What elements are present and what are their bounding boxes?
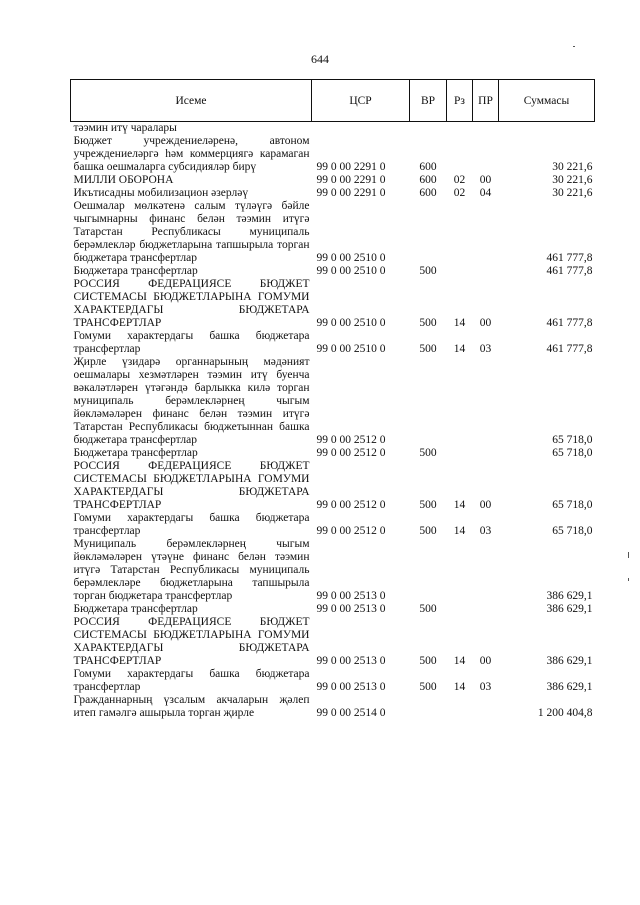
- row-name: Гомуми характердагы башка бюджетара трансфертлар: [73, 512, 310, 537]
- row-rz: 14: [453, 655, 466, 667]
- row-csr-code: 99 0 00 2510 0: [316, 265, 386, 277]
- row-pr: 00: [479, 655, 492, 667]
- table-row: [71, 694, 595, 720]
- row-sum: [499, 122, 595, 136]
- row-name: РОССИЯ ФЕДЕРАЦИЯСЕ БЮДЖЕТ СИСТЕМАСЫ БЮДЖЕТЛАРЫНА ГОМУМИ ХАРАКТЕРДАГЫ БЮДЖЕТАРА ТРАНСФЕРТЛАР: [73, 278, 310, 329]
- row-sum: 30 221,6: [552, 187, 593, 199]
- row-pr: [473, 200, 499, 265]
- table-row: [71, 447, 595, 460]
- row-rz: 14: [453, 525, 466, 537]
- row-pr: [473, 603, 499, 616]
- row-rz: [447, 603, 473, 616]
- table-row: [71, 278, 595, 330]
- row-sum: 386 629,1: [546, 655, 593, 667]
- row-pr: 00: [479, 499, 492, 511]
- row-vr: [410, 200, 447, 265]
- table-row: [71, 356, 595, 447]
- row-pr: 04: [479, 187, 492, 199]
- row-rz: [447, 356, 473, 447]
- row-pr: [473, 356, 499, 447]
- row-csr-code: 99 0 00 2291 0: [316, 174, 386, 186]
- row-csr-code: 99 0 00 2512 0: [316, 447, 386, 459]
- row-sum: 386 629,1: [546, 603, 593, 615]
- row-sum: 30 221,6: [552, 174, 593, 186]
- row-name: МИЛЛИ ОБОРОНА: [73, 174, 174, 186]
- row-name: Бюджетара трансфертлар: [73, 265, 198, 277]
- row-csr-code: 99 0 00 2512 0: [316, 434, 386, 446]
- row-csr-code: 99 0 00 2510 0: [316, 317, 386, 329]
- row-name: Бюджет учреждениеләренә, автоном учреждениеләргә һәм коммерциягә карамаган башка оешмаларга субсидияләр бирү: [73, 135, 310, 173]
- row-sum: 65 718,0: [552, 499, 593, 511]
- table-row: [71, 512, 595, 538]
- row-vr: 500: [419, 655, 437, 667]
- table-row: [71, 616, 595, 668]
- table-row: [71, 135, 595, 174]
- row-name: Гомуми характердагы башка бюджетара трансфертлар: [73, 668, 310, 693]
- row-rz: [447, 694, 473, 720]
- row-csr-code: 99 0 00 2514 0: [316, 707, 386, 719]
- row-rz: [447, 135, 473, 174]
- table-row: [71, 460, 595, 512]
- row-vr: [410, 694, 447, 720]
- row-name: РОССИЯ ФЕДЕРАЦИЯСЕ БЮДЖЕТ СИСТЕМАСЫ БЮДЖЕТЛАРЫНА ГОМУМИ ХАРАКТЕРДАГЫ БЮДЖЕТАРА ТРАНСФЕРТЛАР: [73, 616, 310, 667]
- row-name: Гомуми характердагы башка бюджетара трансфертлар: [73, 330, 310, 355]
- column-header-csr: ЦСР: [312, 80, 410, 122]
- row-sum: 386 629,1: [546, 590, 593, 602]
- row-pr: 00: [479, 174, 492, 186]
- row-vr: 600: [419, 187, 437, 199]
- row-rz: [447, 265, 473, 278]
- row-pr: [473, 135, 499, 174]
- row-pr: 03: [479, 525, 492, 537]
- row-csr-code: [312, 122, 410, 136]
- row-csr-code: 99 0 00 2291 0: [316, 161, 386, 173]
- row-rz: [447, 122, 473, 136]
- row-rz: 14: [453, 499, 466, 511]
- row-sum: 65 718,0: [552, 434, 593, 446]
- row-name: Җирле үзидарә органнарының мәдәният оешмалары хезмәтләрен тәэмин итү буенча вәкаләтләрен үтәгәндә барлыкка килә торган муниципаль берәмлекләрнең чыгым йөкләмәләрен финанс белән тәэмин итүгә Татарстан Республикасы бюджетыннан башка бюджетара трансфертлар: [73, 356, 310, 446]
- row-vr: 600: [419, 161, 437, 173]
- row-rz: 14: [453, 681, 466, 693]
- row-pr: [473, 694, 499, 720]
- row-name: Бюджетара трансфертлар: [73, 603, 198, 615]
- row-pr: 00: [479, 317, 492, 329]
- row-vr: [410, 356, 447, 447]
- row-csr-code: 99 0 00 2513 0: [316, 603, 386, 615]
- table-row: [71, 538, 595, 603]
- row-vr: 500: [419, 265, 437, 277]
- row-sum: 461 777,8: [546, 252, 593, 264]
- scan-speck: [628, 552, 629, 558]
- row-vr: [410, 538, 447, 603]
- row-sum: 461 777,8: [546, 265, 593, 277]
- table-row: [71, 330, 595, 356]
- row-sum: 461 777,8: [546, 343, 593, 355]
- table-body: [71, 122, 595, 721]
- column-header-name: Исеме: [71, 80, 312, 122]
- row-csr-code: 99 0 00 2513 0: [316, 590, 386, 602]
- row-name: Икътисадны мобилизацион әзерләү: [73, 187, 249, 199]
- row-rz: [447, 200, 473, 265]
- table-row: [71, 668, 595, 694]
- row-pr: 03: [479, 681, 492, 693]
- row-name: Бюджетара трансфертлар: [73, 447, 198, 459]
- row-vr: 500: [419, 343, 437, 355]
- row-name: Муниципаль берәмлекләрнең чыгым йөкләмәләрен үтәүне финанс белән тәэмин итүгә Татарстан Республикасы муниципаль берәмлекләре бюджетларына тапшырыла торган бюджетара трансфертлар: [73, 538, 310, 602]
- row-pr: 03: [479, 343, 492, 355]
- column-header-pr: ПР: [473, 80, 499, 122]
- row-csr-code: 99 0 00 2513 0: [316, 655, 386, 667]
- row-vr: 600: [419, 174, 437, 186]
- row-vr: 500: [419, 317, 437, 329]
- table-row: [71, 200, 595, 265]
- row-name: РОССИЯ ФЕДЕРАЦИЯСЕ БЮДЖЕТ СИСТЕМАСЫ БЮДЖЕТЛАРЫНА ГОМУМИ ХАРАКТЕРДАГЫ БЮДЖЕТАРА ТРАНСФЕРТЛАР: [73, 460, 310, 511]
- row-name: Оешмалар мөлкәтенә салым түләүгә бәйле чыгымнарны финанс белән тәэмин итүгә Татарстан Республикасы муниципаль берәмлекләр бюджетларына тапшырыла торган бюджетара трансфертлар: [73, 200, 310, 264]
- row-csr-code: 99 0 00 2291 0: [316, 187, 386, 199]
- row-csr-code: 99 0 00 2513 0: [316, 681, 386, 693]
- row-vr: 500: [419, 603, 437, 615]
- budget-table: [70, 79, 595, 720]
- table-row: [71, 603, 595, 616]
- column-header-rz: Рз: [447, 80, 473, 122]
- row-sum: 386 629,1: [546, 681, 593, 693]
- scan-speck: [628, 578, 629, 581]
- table-row: [71, 265, 595, 278]
- row-sum: 65 718,0: [552, 447, 593, 459]
- row-vr: 500: [419, 447, 437, 459]
- table-row: [71, 122, 595, 136]
- row-vr: 500: [419, 525, 437, 537]
- row-name: тәэмин итү чаралары: [73, 122, 177, 134]
- row-csr-code: 99 0 00 2510 0: [316, 343, 386, 355]
- row-vr: [410, 122, 447, 136]
- row-sum: 1 200 404,8: [537, 707, 593, 719]
- row-pr: [473, 447, 499, 460]
- row-csr-code: 99 0 00 2512 0: [316, 499, 386, 511]
- page-number: 644: [311, 52, 329, 66]
- table-row: [71, 187, 595, 200]
- row-rz: 14: [453, 317, 466, 329]
- row-vr: 500: [419, 681, 437, 693]
- column-header-sum: Суммасы: [499, 80, 595, 122]
- column-header-vr: ВР: [410, 80, 447, 122]
- row-rz: 02: [453, 174, 466, 186]
- row-csr-code: 99 0 00 2512 0: [316, 525, 386, 537]
- row-csr-code: 99 0 00 2510 0: [316, 252, 386, 264]
- row-rz: [447, 447, 473, 460]
- row-pr: [473, 122, 499, 136]
- row-pr: [473, 538, 499, 603]
- table-row: [71, 174, 595, 187]
- row-sum: 30 221,6: [552, 161, 593, 173]
- row-name: Гражданнарның үзсалым акчаларын җәлеп итеп гамәлгә ашырыла торган җирле: [73, 694, 310, 719]
- table-header-row: [71, 80, 595, 122]
- row-rz: 14: [453, 343, 466, 355]
- row-rz: 02: [453, 187, 466, 199]
- row-pr: [473, 265, 499, 278]
- row-sum: 65 718,0: [552, 525, 593, 537]
- scan-speck: [573, 46, 575, 47]
- row-vr: 500: [419, 499, 437, 511]
- row-sum: 461 777,8: [546, 317, 593, 329]
- row-rz: [447, 538, 473, 603]
